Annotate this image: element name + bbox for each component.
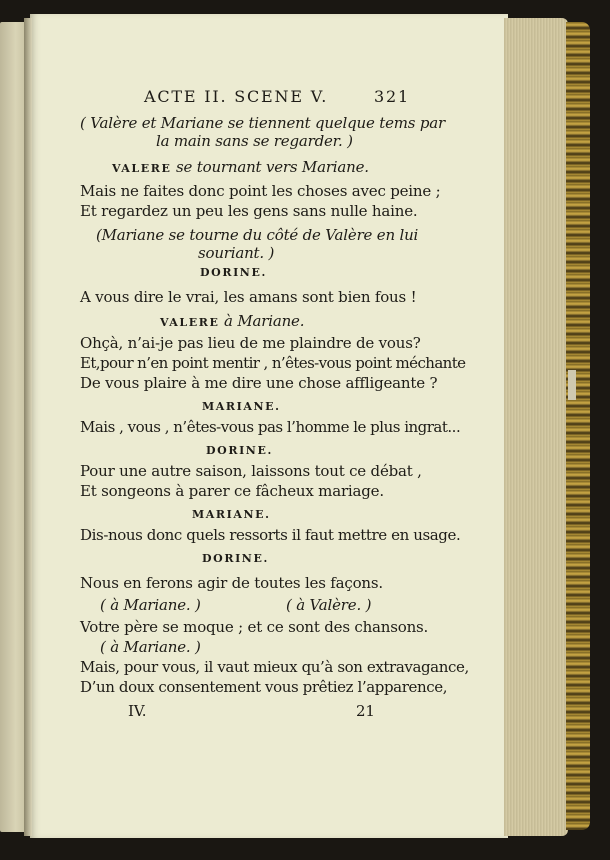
verse-line: Et songeons à parer ce fâcheux mariage. [80, 482, 384, 500]
speaker-name: DORINE. [202, 552, 269, 565]
stage-direction: ( à Mariane. ) [100, 596, 201, 614]
stage-direction: ( Valère et Mariane se tiennent quelque tems par [80, 114, 445, 132]
page-marker [568, 370, 576, 400]
previous-page-edge [0, 22, 26, 832]
speaker-name: MARIANE. [202, 400, 281, 413]
verse-line: A vous dire le vrai, les amans sont bien fous ! [80, 288, 417, 306]
page-text [30, 14, 508, 838]
verse-line: Mais ne faites donc point les choses avec peine ; [80, 182, 441, 200]
verse-line: Pour une autre saison, laissons tout ce débat , [80, 462, 422, 480]
speaker-name: DORINE. [206, 444, 273, 457]
speaker-line [160, 312, 304, 332]
speaker-name: VALERE [160, 316, 220, 329]
verse-line: Nous en ferons agir de toutes les façons. [80, 574, 383, 592]
speaker-direction: à Mariane. [224, 312, 305, 330]
verse-line: D’un doux consentement vous prêtiez l’apparence, [80, 678, 448, 696]
verse-line: Mais, pour vous, il vaut mieux qu’à son extravagance, [80, 658, 469, 676]
speaker-name: DORINE. [200, 266, 267, 279]
speaker-name: MARIANE. [192, 508, 271, 521]
speaker-direction: se tournant vers Mariane. [176, 158, 369, 176]
sheet-number: 21 [356, 702, 375, 720]
gilt-cover-edge [566, 22, 590, 830]
verse-line: De vous plaire à me dire une chose affligeante ? [80, 374, 438, 392]
stage-direction: ( à Valère. ) [286, 596, 372, 614]
verse-line: Et regardez un peu les gens sans nulle haine. [80, 202, 418, 220]
verse-line: Dis-nous donc quels ressorts il faut mettre en usage. [80, 526, 461, 544]
page-edges [504, 18, 568, 836]
speaker-name: VALERE [112, 162, 172, 175]
stage-direction: souriant. ) [198, 244, 275, 262]
verse-line: Ohçà, n’ai-je pas lieu de me plaindre de vous? [80, 334, 421, 352]
running-title: ACTE II. SCENE V. [144, 87, 329, 106]
verse-line: Votre père se moque ; et ce sont des chansons. [80, 618, 429, 636]
speaker-line [112, 158, 369, 178]
signature-mark: IV. [128, 702, 147, 720]
page-number: 321 [374, 87, 410, 106]
stage-direction: ( à Mariane. ) [100, 638, 201, 656]
stage-direction: (Mariane se tourne du côté de Valère en lui [96, 226, 419, 244]
verse-line: Mais , vous , n’êtes-vous pas l’homme le plus ingrat... [80, 418, 461, 436]
stage-direction: la main sans se regarder. ) [156, 132, 353, 150]
verse-line: Et,pour n’en point mentir , n’êtes-vous point méchante [80, 354, 466, 372]
